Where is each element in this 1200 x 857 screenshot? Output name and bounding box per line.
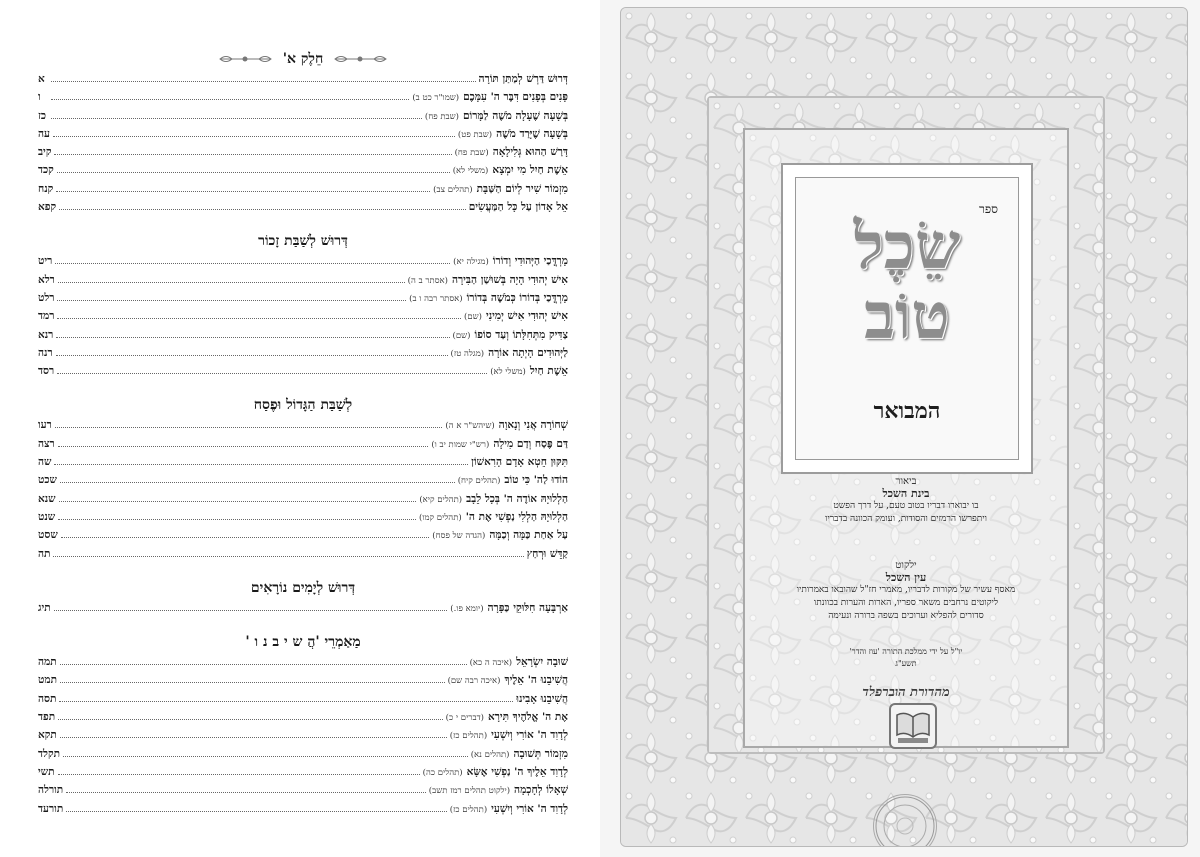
entry-page-number: עה <box>38 127 50 140</box>
toc-entry[interactable] <box>38 362 568 380</box>
entry-title: הוֹדוּ לַה' כִּי טוֹב <box>504 474 568 487</box>
dot-leader <box>51 117 422 119</box>
publisher-line: יו"ל על ידי ממלכת התורה 'עוז והדר' <box>849 647 963 656</box>
entry-page-number: תורלה <box>38 784 64 797</box>
section-title-text: חֵלֶק א' <box>282 51 324 67</box>
toc-entry[interactable] <box>38 252 568 270</box>
book-title-line2: טוֹב <box>864 279 950 354</box>
entry-source: (תהלים כז) <box>449 731 488 742</box>
toc-entry[interactable] <box>38 107 568 125</box>
book-title-line1: שֵׂכֶל <box>853 209 961 284</box>
entry-page-number: תמה <box>38 656 57 669</box>
entry-title: אַרְבָּעָה חִלּוּקֵי כַּפָּרָה <box>487 601 568 614</box>
entry-source: (רש"י שמות יב ו) <box>431 439 490 450</box>
entry-title: הַלְלוּיָהּ הַלְלִי נַפְשִׁי אֶת ה' <box>465 510 568 523</box>
dot-leader <box>56 336 449 338</box>
entry-page-number: שנא <box>38 492 56 505</box>
entry-title: לְדָוִד ה' אוֹרִי וְיִשְׁעִי <box>491 729 568 742</box>
entry-page-number: ריט <box>38 255 53 268</box>
entry-title: בְּשָׁעָה שֶׁיָּרַד מֹשֶׁה <box>496 127 568 140</box>
toc-entry[interactable] <box>38 88 568 106</box>
entry-source: (תהלים קיא) <box>419 494 463 505</box>
toc-entry[interactable] <box>38 198 568 216</box>
yalkut-description <box>761 560 1051 623</box>
entry-page-number: קיב <box>38 146 52 159</box>
entry-source: (משלי לא) <box>490 367 526 378</box>
entry-title: פָּנִים בְּפָנִים דִּבֶּר ה' עִמָּכֶם <box>463 91 568 104</box>
toc-entry[interactable] <box>38 416 568 434</box>
yalkut-title: עין השכל <box>885 571 927 584</box>
publisher-logo <box>889 703 937 749</box>
toc-entry[interactable] <box>38 545 568 563</box>
entry-page-number: ו <box>38 91 41 104</box>
entry-page-number: תמט <box>38 674 57 687</box>
cover-page <box>600 0 1200 857</box>
entry-source: (משלי לא) <box>452 166 489 177</box>
toc-entry[interactable] <box>38 526 568 544</box>
dot-leader <box>58 445 429 447</box>
dot-leader <box>53 555 523 557</box>
yalkut-line-1: מאסף עשיר של מקורות לדבריו, מאמרי חז"ל שהובאו באמרותיו <box>796 585 1016 595</box>
entry-title: דְּרוּשׁ דַּרְשׁ לְמַתַּן תּוֹרָה <box>478 73 568 85</box>
dot-leader <box>63 755 468 757</box>
entry-page-number: רעו <box>38 419 52 432</box>
biur-description <box>761 476 1051 526</box>
toc-entry[interactable] <box>38 781 568 799</box>
dot-leader <box>61 536 430 538</box>
dot-leader <box>53 135 455 137</box>
toc-entry[interactable] <box>38 653 568 671</box>
entry-source: (תהלים קמו) <box>419 512 462 523</box>
dot-leader <box>60 663 467 665</box>
entry-title: לְדָוִד אֵלֶיךָ ה' נַפְשִׁי אֶשָּׂא <box>466 765 568 778</box>
dot-leader <box>58 773 420 775</box>
entry-title: מִזְמוֹר תְּשׁוּבָה <box>513 747 568 760</box>
dot-leader <box>66 810 446 812</box>
entry-title: אֶת ה' אֱלֹהֶיךָ תִּירָא <box>487 711 568 724</box>
entry-source: (תהלים צב) <box>433 184 473 195</box>
entry-title: אֵל אָדוֹן עַל כָּל הַמַּעֲשִׂים <box>468 201 568 214</box>
dot-leader <box>58 281 405 283</box>
dot-leader <box>57 299 406 301</box>
section-title: לְשַׁבַּת הַגָּדוֹל וּפֶסַח <box>253 397 353 414</box>
dot-leader <box>57 317 461 319</box>
toc-entry[interactable] <box>38 763 568 781</box>
entry-source: (שבת פח) <box>424 111 459 122</box>
dot-leader <box>60 681 445 683</box>
entry-title: תִּקּוּן חֵטְא אָדָם הָרִאשׁוֹן <box>471 456 568 469</box>
yalkut-line-2: ליקוטים נרחבים משאר ספריו, הארות והערות בכוונתו <box>813 598 999 608</box>
dot-leader <box>56 190 430 192</box>
entry-source: (תהלים קיח) <box>457 476 501 487</box>
dot-leader <box>60 736 447 738</box>
biur-line-1: בו יבוארו דבריו בטוב טעם, על דרך הפשט <box>833 501 979 511</box>
entry-title: אִישׁ יְהוּדִי הָיָה בְּשׁוּשַׁן הַבִּירָה <box>451 273 568 286</box>
entry-title: בְּשָׁעָה שֶׁעָלָה מֹשֶׁה לַמָּרוֹם <box>463 109 568 122</box>
toc-entry[interactable] <box>38 745 568 763</box>
dot-leader <box>66 791 426 793</box>
entry-page-number: קכד <box>38 164 54 177</box>
entry-page-number: א <box>38 73 45 85</box>
section-title: מַאַמְרֵי 'הֲ ש י ב נ ו ' <box>245 634 361 651</box>
toc-entry[interactable] <box>38 490 568 508</box>
toc-entry[interactable] <box>38 307 568 325</box>
biur-line-2: ויתפרשו הרמזים והסודות, ועומק הכוונה בדבריו <box>825 514 987 524</box>
sefer-label: ספר <box>978 202 998 216</box>
entry-source: (מגילה יא) <box>453 257 489 268</box>
toc-entry[interactable] <box>38 690 568 708</box>
entry-page-number: תיג <box>38 601 51 614</box>
entry-title: הַלְלוּיָהּ אוֹדֶה ה' בְּכָל לֵבָב <box>466 492 568 505</box>
entry-title: אֵשֶׁת חַיִל <box>529 365 568 378</box>
entry-title: מָרְדֳּכַי בְּדוֹרוֹ כְּמֹשֶׁה בְּדוֹרוֹ <box>466 291 568 304</box>
entry-page-number: תפד <box>38 711 56 724</box>
entry-title: הֲשִׁיבֵנוּ אָבִינוּ <box>516 692 568 705</box>
entry-title: מָרְדֳּכַי הַיְּהוּדִי וְדוֹרוֹ <box>492 255 568 268</box>
dot-leader <box>51 80 476 82</box>
entry-source: (שם) <box>464 312 482 323</box>
section-gap <box>38 563 568 577</box>
entry-page-number: שסט <box>38 529 58 542</box>
entry-source: (שבת פח) <box>454 148 489 159</box>
entry-title: מִזְמוֹר שִׁיר לְיוֹם הַשַּׁבָּת <box>476 182 568 195</box>
entry-page-number: תשי <box>38 765 55 778</box>
entry-source: (תהלים כז) <box>449 804 488 815</box>
toc-entry[interactable] <box>38 726 568 744</box>
toc-entry[interactable] <box>38 289 568 307</box>
toc-entry[interactable] <box>38 435 568 453</box>
entry-title: אִישׁ יְהוּדִי אִישׁ יְמִינִי <box>485 310 568 323</box>
title-panel <box>781 163 1033 474</box>
section-title <box>38 48 568 70</box>
entry-page-number: תסה <box>38 692 57 705</box>
entry-page-number: תה <box>38 547 51 560</box>
ornament-icon <box>218 54 273 64</box>
publication-year: תשע"ג <box>895 659 917 668</box>
section-gap <box>38 380 568 394</box>
toc-entry[interactable] <box>38 70 568 88</box>
entry-page-number: רלא <box>38 273 55 286</box>
dot-leader <box>57 372 487 374</box>
dot-leader <box>58 718 442 720</box>
entry-source: (שמו"ר כט ב) <box>412 93 460 104</box>
entry-title: צַדִּיק מִתְּחִלָּתוֹ וְעַד סוֹפוֹ <box>474 328 568 341</box>
toc-entry[interactable] <box>38 453 568 471</box>
entry-page-number: רצה <box>38 437 55 450</box>
toc-entry[interactable] <box>38 271 568 289</box>
dot-leader <box>54 609 448 611</box>
entry-page-number: קפא <box>38 201 57 214</box>
dot-leader <box>54 463 468 465</box>
entry-page-number: רנה <box>38 346 53 359</box>
entry-page-number: כז <box>38 109 47 122</box>
yalkut-line-3: סדורים להפליא וערוכים בשפה ברורה ונעימה <box>828 611 984 621</box>
entry-page-number: רלט <box>38 291 55 304</box>
entry-source: (ילקוט תהלים רמז תשב) <box>428 786 511 797</box>
entry-title: שׁוּבָה יִשְׂרָאֵל <box>516 656 568 669</box>
entry-page-number: תקא <box>38 729 57 742</box>
toc-entry[interactable] <box>38 125 568 143</box>
section-gap <box>38 617 568 631</box>
dot-leader <box>58 518 416 520</box>
toc-entry[interactable] <box>38 508 568 526</box>
title-panel-inner <box>795 177 1019 460</box>
toc-entry[interactable] <box>38 161 568 179</box>
biur-title: בינת השכל <box>882 487 930 500</box>
biur-label: ביאור <box>895 476 917 487</box>
entry-title: לְדָוִד ה' אוֹרִי וְיִשְׁעִי <box>491 802 568 815</box>
toc-entry[interactable] <box>38 671 568 689</box>
yalkut-label: ילקוט <box>895 560 917 571</box>
entry-page-number: קנח <box>38 182 54 195</box>
edition-name: מהדורת הוברפלד <box>862 685 950 700</box>
toc-entry[interactable] <box>38 143 568 161</box>
entry-source: (הגדה של פסח) <box>432 531 486 542</box>
entry-source: (תהלים כה) <box>422 767 463 778</box>
toc-entry[interactable] <box>38 326 568 344</box>
section-title: דְּרוּשׁ לְשַׁבַּת זָכוֹר <box>258 233 348 250</box>
entry-source: (אסתר רבה ו ב) <box>409 293 463 304</box>
ornament-icon <box>333 54 388 64</box>
entry-title: שְׁאָלוֹ לְחָכְמָה <box>514 784 568 797</box>
publisher-block <box>761 646 1051 670</box>
section-gap <box>38 216 568 230</box>
entry-source: (שיהש"ר א ה) <box>445 421 495 432</box>
entry-title: שְׁחוֹרָה אֲנִי וְנָאוָה <box>498 419 568 432</box>
table-of-contents <box>38 48 568 818</box>
dot-leader <box>56 354 448 356</box>
dot-leader <box>60 481 455 483</box>
dot-leader <box>59 500 417 502</box>
entry-page-number: רנא <box>38 328 54 341</box>
open-book-icon <box>891 705 935 747</box>
entry-source: (תהלים נא) <box>470 749 510 760</box>
section-title: דְּרוּשׁ לְיָמִים נוֹרָאִים <box>250 579 356 596</box>
dot-leader <box>59 700 513 702</box>
toc-entry[interactable] <box>38 180 568 198</box>
entry-title: לַיְּהוּדִים הָיְתָה אוֹרָה <box>488 346 568 359</box>
entry-source: (אסתר ב ה) <box>407 275 448 286</box>
entry-source: (איכה רבה שם) <box>447 676 501 687</box>
entry-source: (שבת פט) <box>457 129 493 140</box>
entry-page-number: שנט <box>38 510 56 523</box>
toc-entry[interactable] <box>38 708 568 726</box>
entry-page-number: שה <box>38 456 52 469</box>
toc-entry[interactable] <box>38 471 568 489</box>
dot-leader <box>59 208 466 210</box>
toc-entry[interactable] <box>38 800 568 818</box>
entry-page-number: תורעד <box>38 802 64 815</box>
entry-page-number: רמד <box>38 310 55 323</box>
dot-leader <box>55 426 443 428</box>
entry-source: (איכה ה כא) <box>469 658 513 669</box>
dot-leader <box>54 153 451 155</box>
entry-title: דַּם פֶּסַח וְדַם מִילָה <box>493 437 568 450</box>
toc-entry[interactable] <box>38 344 568 362</box>
entry-source: (מגלה טז) <box>450 348 485 359</box>
cover-border <box>620 7 1188 847</box>
entry-title: אֵשֶׁת חַיִל מִי יִמְצָא <box>492 164 568 177</box>
entry-title: דָּרַשׁ הַהוּא גְּלִילָאָה <box>492 146 568 159</box>
toc-entry[interactable] <box>38 599 568 617</box>
entry-page-number: תקלד <box>38 747 60 760</box>
dot-leader <box>55 262 450 264</box>
entry-page-number: רסד <box>38 365 55 378</box>
entry-source: (יומא פו.) <box>450 603 484 614</box>
dot-leader <box>51 98 409 100</box>
entry-source: (דברים י כ) <box>445 713 484 724</box>
entry-title: הֲשִׁיבֵנוּ ה' אֵלֶיךָ <box>504 674 568 687</box>
book-subtitle: המבואר <box>873 398 941 424</box>
entry-page-number: שכט <box>38 474 57 487</box>
entry-title: קַדֵּשׁ וּרְחַץ <box>526 547 568 560</box>
entry-source: (שם) <box>452 330 471 341</box>
entry-title: עַל אַחַת כַּמָּה וְכַמָּה <box>489 529 568 542</box>
dot-leader <box>57 171 450 173</box>
